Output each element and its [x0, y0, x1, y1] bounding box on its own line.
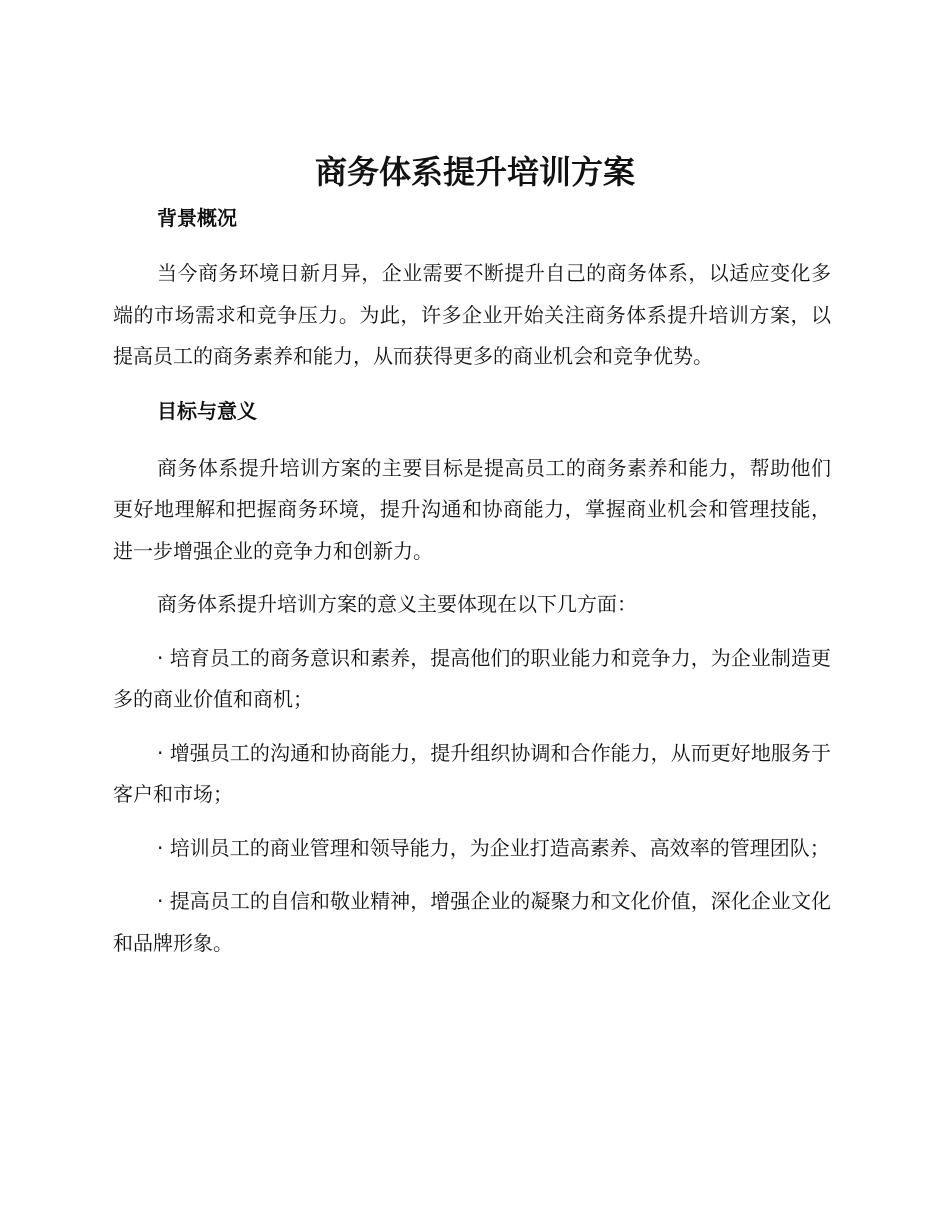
paragraph-goals: 商务体系提升培训方案的主要目标是提高员工的商务素养和能力，帮助他们更好地理解和把握商务环境，提升沟通和协商能力，掌握商业机会和管理技能，进一步增强企业的竞争力和创新力。	[113, 455, 831, 563]
bullet-item-3: · 培训员工的商业管理和领导能力，为企业打造高素养、高效率的管理团队；	[157, 835, 830, 860]
document-body	[113, 203, 831, 964]
document-title: 商务体系提升培训方案	[314, 153, 635, 191]
paragraph-significance-intro: 商务体系提升培训方案的意义主要体现在以下几方面：	[157, 592, 637, 616]
paragraph-background: 当今商务环境日新月异，企业需要不断提升自己的商务体系，以适应变化多端的市场需求和竞争压力。为此，许多企业开始关注商务体系提升培训方案，以提高员工的商务素养和能力，从而获得更多的商业机会和竞争优势。	[113, 261, 831, 368]
section-heading-background: 背景概况	[157, 206, 237, 230]
bullet-item-2: · 增强员工的沟通和协商能力，提升组织协调和合作能力，从而更好地服务于客户和市场；	[113, 740, 831, 806]
bullet-item-1: · 培育员工的商务意识和素养，提高他们的职业能力和竞争力，为企业制造更多的商业价值和商机；	[113, 645, 831, 711]
bullet-item-4: · 提高员工的自信和敬业精神，增强企业的凝聚力和文化价值，深化企业文化和品牌形象。	[113, 889, 831, 955]
section-heading-goals: 目标与意义	[157, 398, 257, 423]
